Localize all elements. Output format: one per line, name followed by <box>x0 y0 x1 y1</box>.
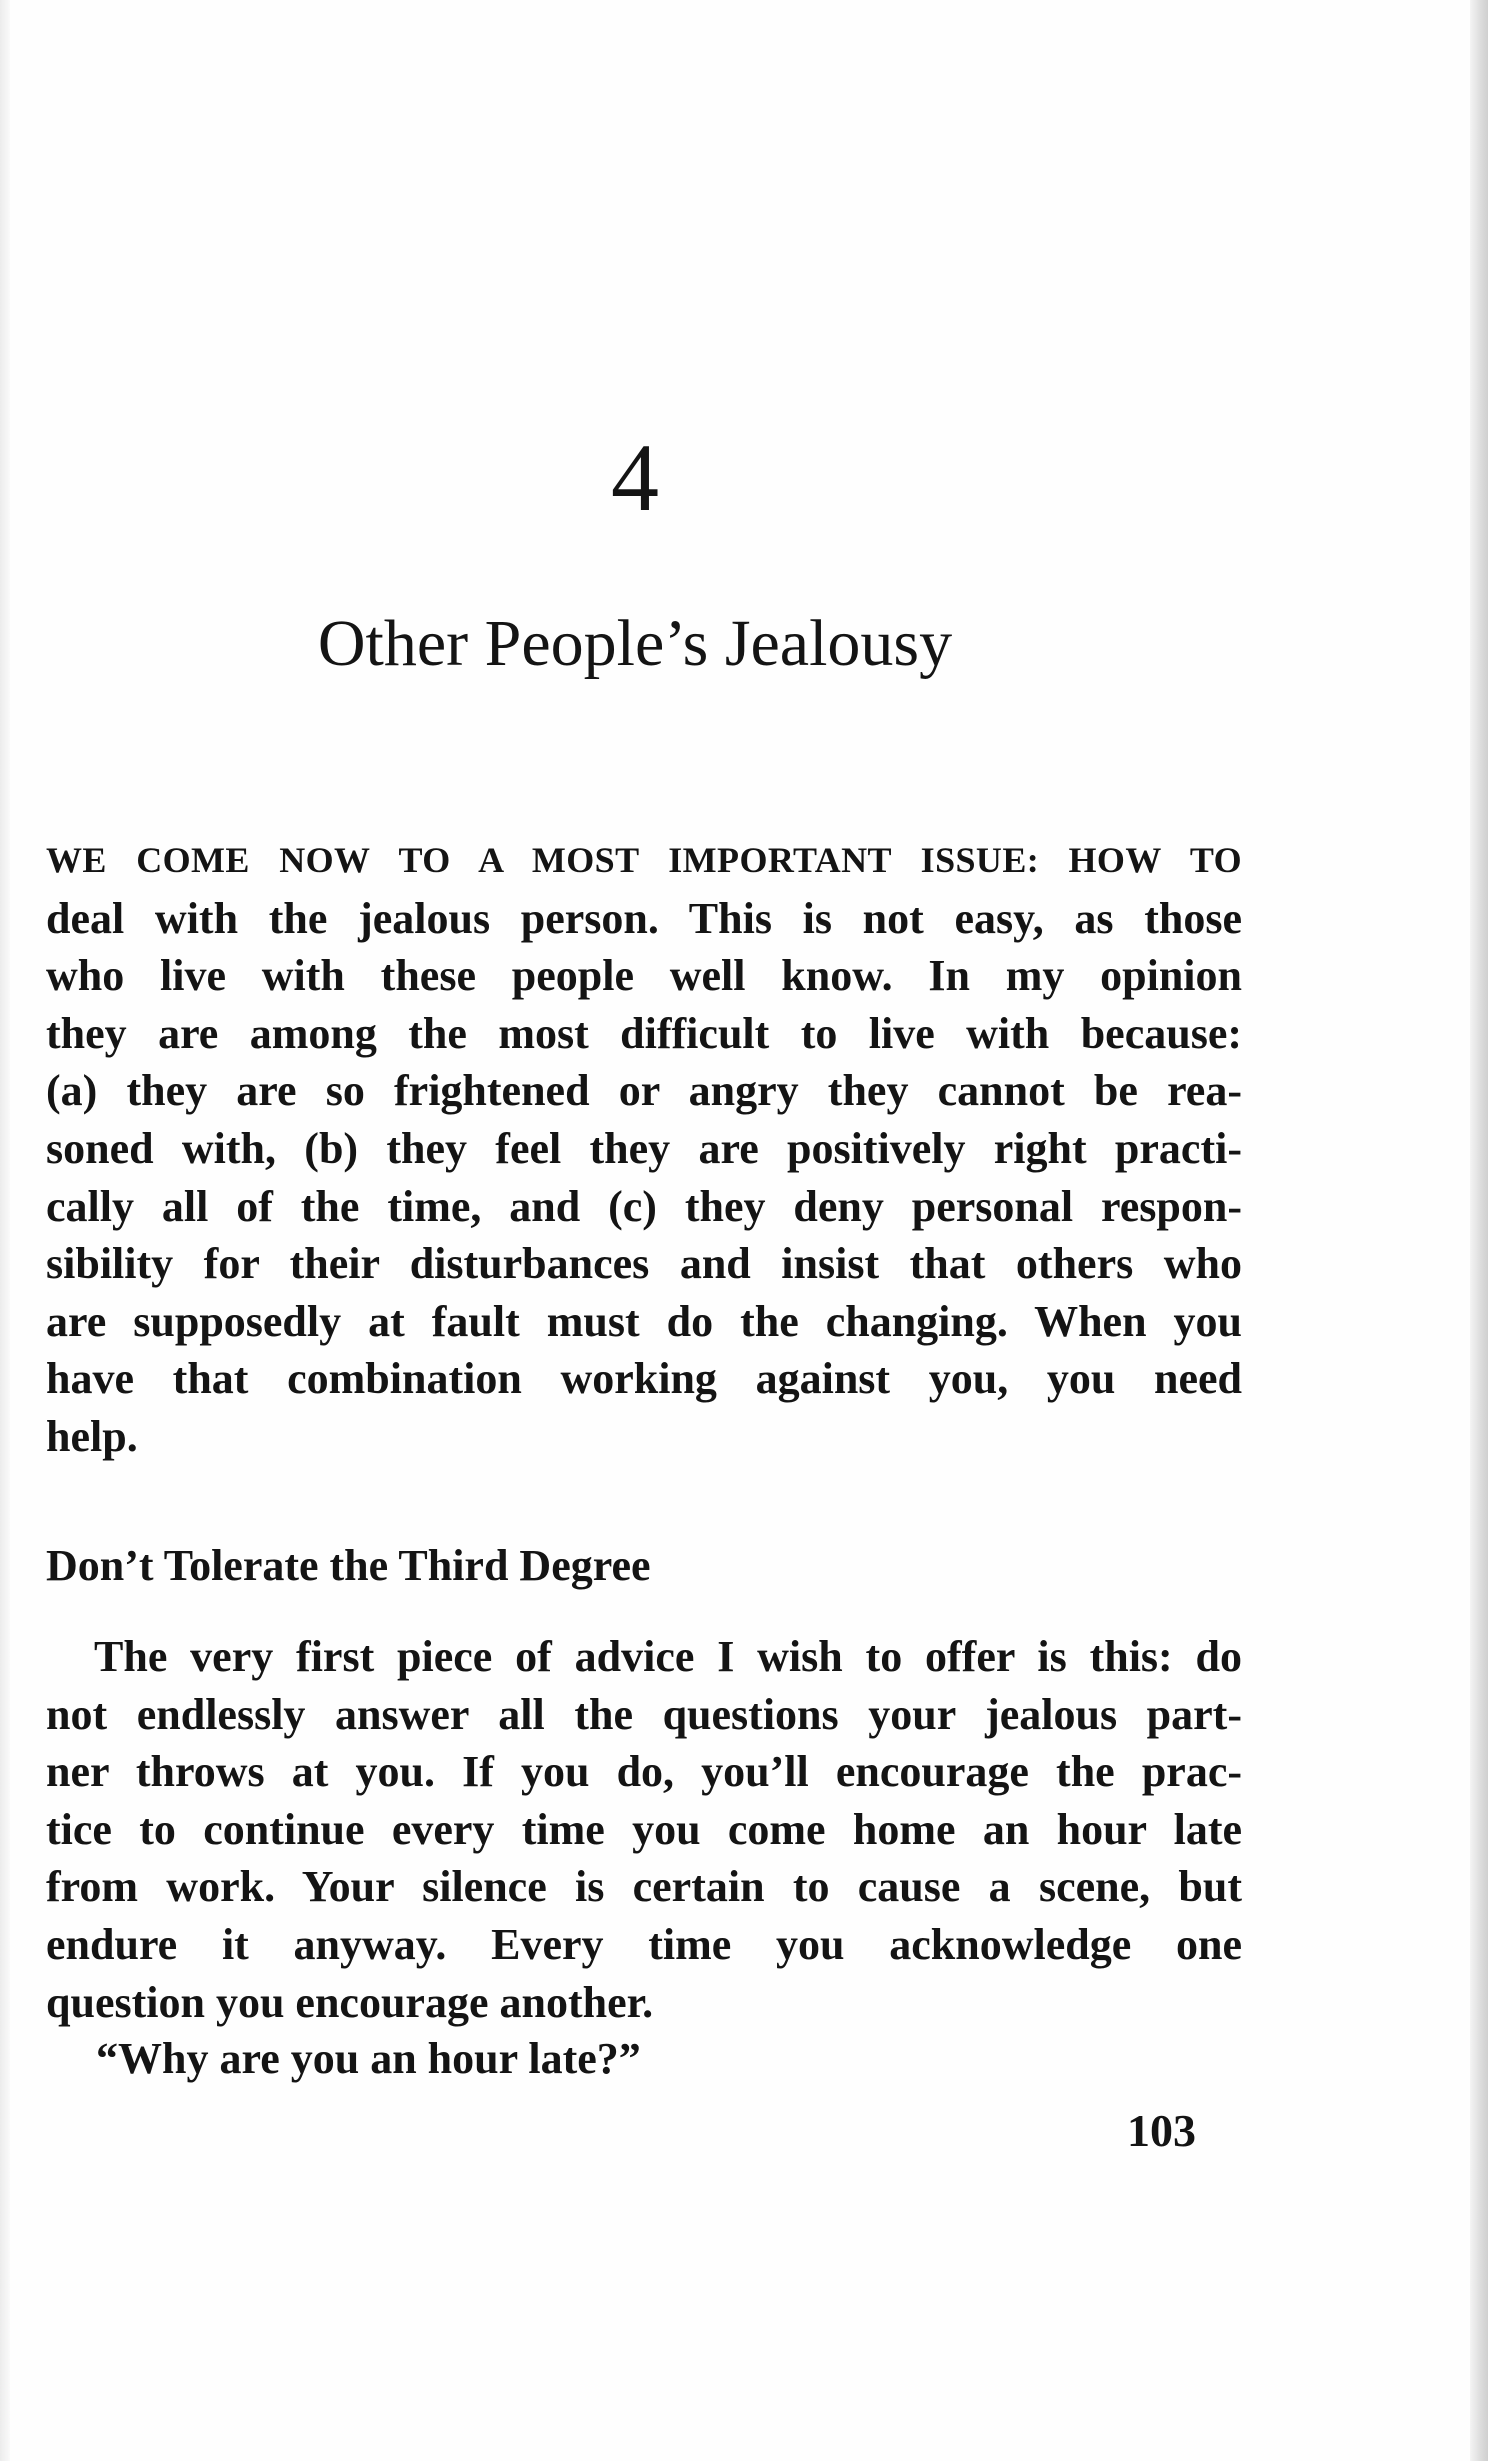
intro-line: are supposedly at fault must do the changing. When you <box>46 1296 1242 1346</box>
intro-line: have that combination working against you, you need <box>46 1354 1242 1404</box>
intro-line: WE COME NOW TO A MOST IMPORTANT ISSUE: HOW TO <box>46 840 1242 880</box>
intro-line: cally all of the time, and (c) they deny personal respon- <box>46 1181 1242 1231</box>
dialogue-quote: “Why are you an hour late?” <box>96 2034 641 2083</box>
section-line: question you encourage another. <box>46 1977 654 2027</box>
section-paragraph <box>46 1628 1242 2031</box>
page-number: 103 <box>1127 2105 1196 2156</box>
intro-line: (a) they are so frightened or angry they cannot be rea- <box>46 1066 1242 1116</box>
intro-line: deal with the jealous person. This is not easy, as those <box>46 893 1242 943</box>
section-line: endure it anyway. Every time you acknowledge one <box>46 1919 1242 1969</box>
intro-paragraph <box>46 832 1242 1466</box>
scan-edge-right <box>1470 0 1488 2461</box>
section-line: not endlessly answer all the questions your jealous part- <box>46 1689 1242 1739</box>
section-heading: Don’t Tolerate the Third Degree <box>46 1541 651 1590</box>
section-line: tice to continue every time you come home an hour late <box>46 1804 1242 1854</box>
section-line: The very first piece of advice I wish to offer is this: do <box>94 1632 1242 1681</box>
chapter-number: 4 <box>611 424 659 531</box>
intro-line: who live with these people well know. In my opinion <box>46 951 1242 1001</box>
section-line: ner throws at you. If you do, you’ll encourage the prac- <box>46 1747 1242 1797</box>
chapter-title: Other People’s Jealousy <box>317 607 953 680</box>
intro-line: soned with, (b) they feel they are positively right practi- <box>46 1123 1242 1173</box>
section-line: from work. Your silence is certain to cause a scene, but <box>46 1862 1242 1912</box>
scan-edge-left <box>0 0 10 2461</box>
intro-line: sibility for their disturbances and insist that others who <box>46 1239 1242 1289</box>
intro-line: help. <box>46 1411 138 1461</box>
intro-line: they are among the most difficult to live with because: <box>46 1008 1242 1058</box>
